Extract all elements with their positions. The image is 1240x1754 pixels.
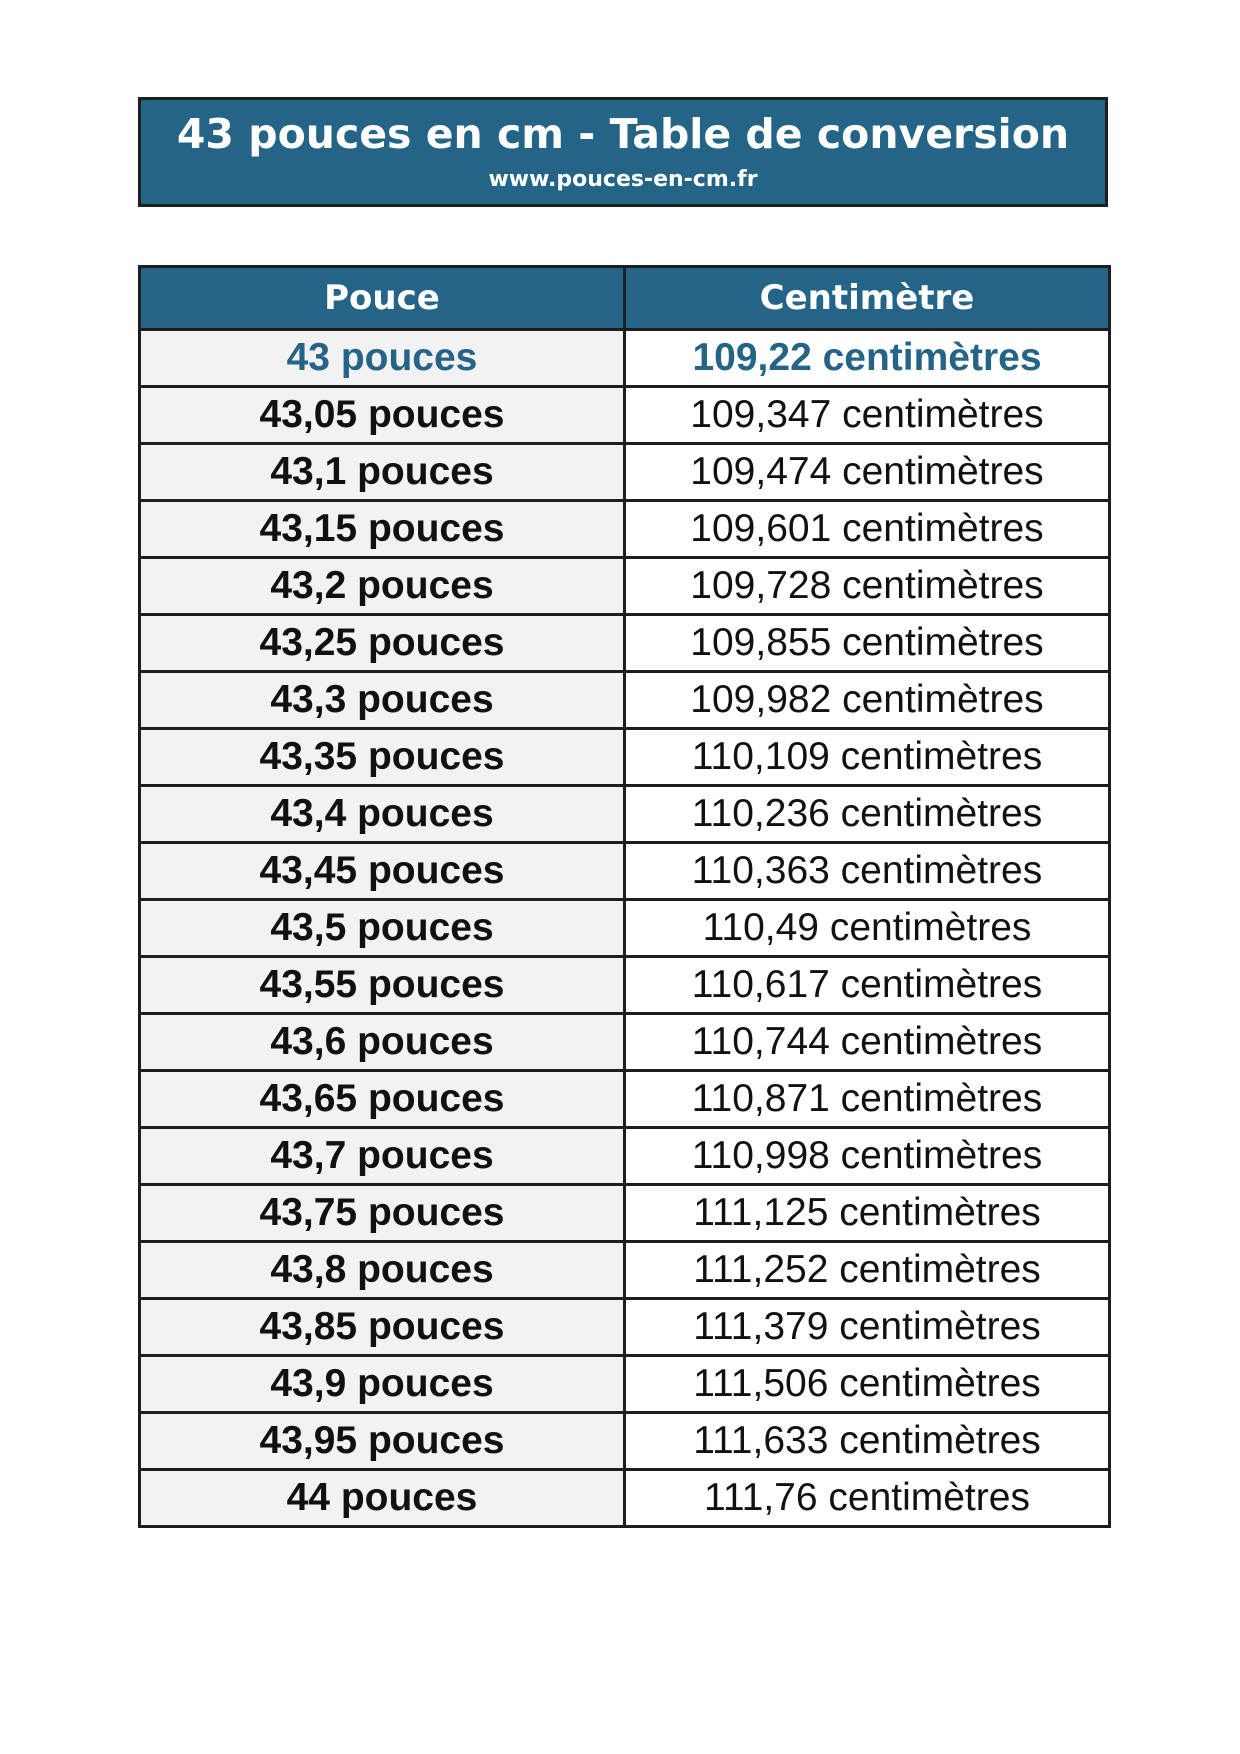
inch-value-cell: 44 pouces	[140, 1470, 625, 1527]
inch-value-cell: 43,15 pouces	[140, 501, 625, 558]
inch-value-cell: 43,8 pouces	[140, 1242, 625, 1299]
table-row	[140, 501, 1110, 558]
table-body	[140, 330, 1110, 1527]
centimetre-value-cell: 111,125 centimètres	[625, 1185, 1110, 1242]
centimetre-value-cell: 109,855 centimètres	[625, 615, 1110, 672]
inch-value-cell: 43,1 pouces	[140, 444, 625, 501]
centimetre-value-cell: 109,22 centimètres	[625, 330, 1110, 387]
centimetre-value-cell: 111,633 centimètres	[625, 1413, 1110, 1470]
table-row	[140, 729, 1110, 786]
table-row	[140, 900, 1110, 957]
inch-value-cell: 43,6 pouces	[140, 1014, 625, 1071]
centimetre-value-cell: 111,379 centimètres	[625, 1299, 1110, 1356]
inch-value-cell: 43,7 pouces	[140, 1128, 625, 1185]
centimetre-value-cell: 110,49 centimètres	[625, 900, 1110, 957]
table-row	[140, 330, 1110, 387]
centimetre-value-cell: 110,998 centimètres	[625, 1128, 1110, 1185]
inch-value-cell: 43,5 pouces	[140, 900, 625, 957]
inch-value-cell: 43,9 pouces	[140, 1356, 625, 1413]
inch-value-cell: 43,55 pouces	[140, 957, 625, 1014]
table-row	[140, 1299, 1110, 1356]
table-row	[140, 558, 1110, 615]
table-row	[140, 1356, 1110, 1413]
centimetre-value-cell: 110,363 centimètres	[625, 843, 1110, 900]
inch-value-cell: 43,2 pouces	[140, 558, 625, 615]
table-row	[140, 1185, 1110, 1242]
table-row	[140, 1242, 1110, 1299]
centimetre-value-cell: 110,871 centimètres	[625, 1071, 1110, 1128]
column-header-centimetre: Centimètre	[625, 267, 1110, 330]
column-header-pouce: Pouce	[140, 267, 625, 330]
centimetre-value-cell: 109,347 centimètres	[625, 387, 1110, 444]
centimetre-value-cell: 110,744 centimètres	[625, 1014, 1110, 1071]
centimetre-value-cell: 109,728 centimètres	[625, 558, 1110, 615]
inch-value-cell: 43,65 pouces	[140, 1071, 625, 1128]
conversion-table	[138, 265, 1111, 1528]
centimetre-value-cell: 110,109 centimètres	[625, 729, 1110, 786]
centimetre-value-cell: 110,236 centimètres	[625, 786, 1110, 843]
inch-value-cell: 43 pouces	[140, 330, 625, 387]
inch-value-cell: 43,3 pouces	[140, 672, 625, 729]
table-row	[140, 615, 1110, 672]
table-row	[140, 672, 1110, 729]
page-title: 43 pouces en cm - Table de conversion	[176, 110, 1070, 158]
centimetre-value-cell: 111,506 centimètres	[625, 1356, 1110, 1413]
inch-value-cell: 43,95 pouces	[140, 1413, 625, 1470]
table-row	[140, 1128, 1110, 1185]
inch-value-cell: 43,35 pouces	[140, 729, 625, 786]
inch-value-cell: 43,4 pouces	[140, 786, 625, 843]
table-row	[140, 957, 1110, 1014]
table-row	[140, 1413, 1110, 1470]
table-row	[140, 387, 1110, 444]
inch-value-cell: 43,05 pouces	[140, 387, 625, 444]
centimetre-value-cell: 109,601 centimètres	[625, 501, 1110, 558]
table-header-row	[140, 267, 1110, 330]
centimetre-value-cell: 109,474 centimètres	[625, 444, 1110, 501]
table-row	[140, 1014, 1110, 1071]
title-banner	[138, 97, 1108, 207]
table-row	[140, 1470, 1110, 1527]
centimetre-value-cell: 110,617 centimètres	[625, 957, 1110, 1014]
table-row	[140, 444, 1110, 501]
inch-value-cell: 43,45 pouces	[140, 843, 625, 900]
website-url: www.pouces-en-cm.fr	[488, 167, 758, 192]
table-row	[140, 786, 1110, 843]
table-row	[140, 843, 1110, 900]
centimetre-value-cell: 111,76 centimètres	[625, 1470, 1110, 1527]
centimetre-value-cell: 109,982 centimètres	[625, 672, 1110, 729]
centimetre-value-cell: 111,252 centimètres	[625, 1242, 1110, 1299]
inch-value-cell: 43,85 pouces	[140, 1299, 625, 1356]
table-row	[140, 1071, 1110, 1128]
inch-value-cell: 43,75 pouces	[140, 1185, 625, 1242]
inch-value-cell: 43,25 pouces	[140, 615, 625, 672]
